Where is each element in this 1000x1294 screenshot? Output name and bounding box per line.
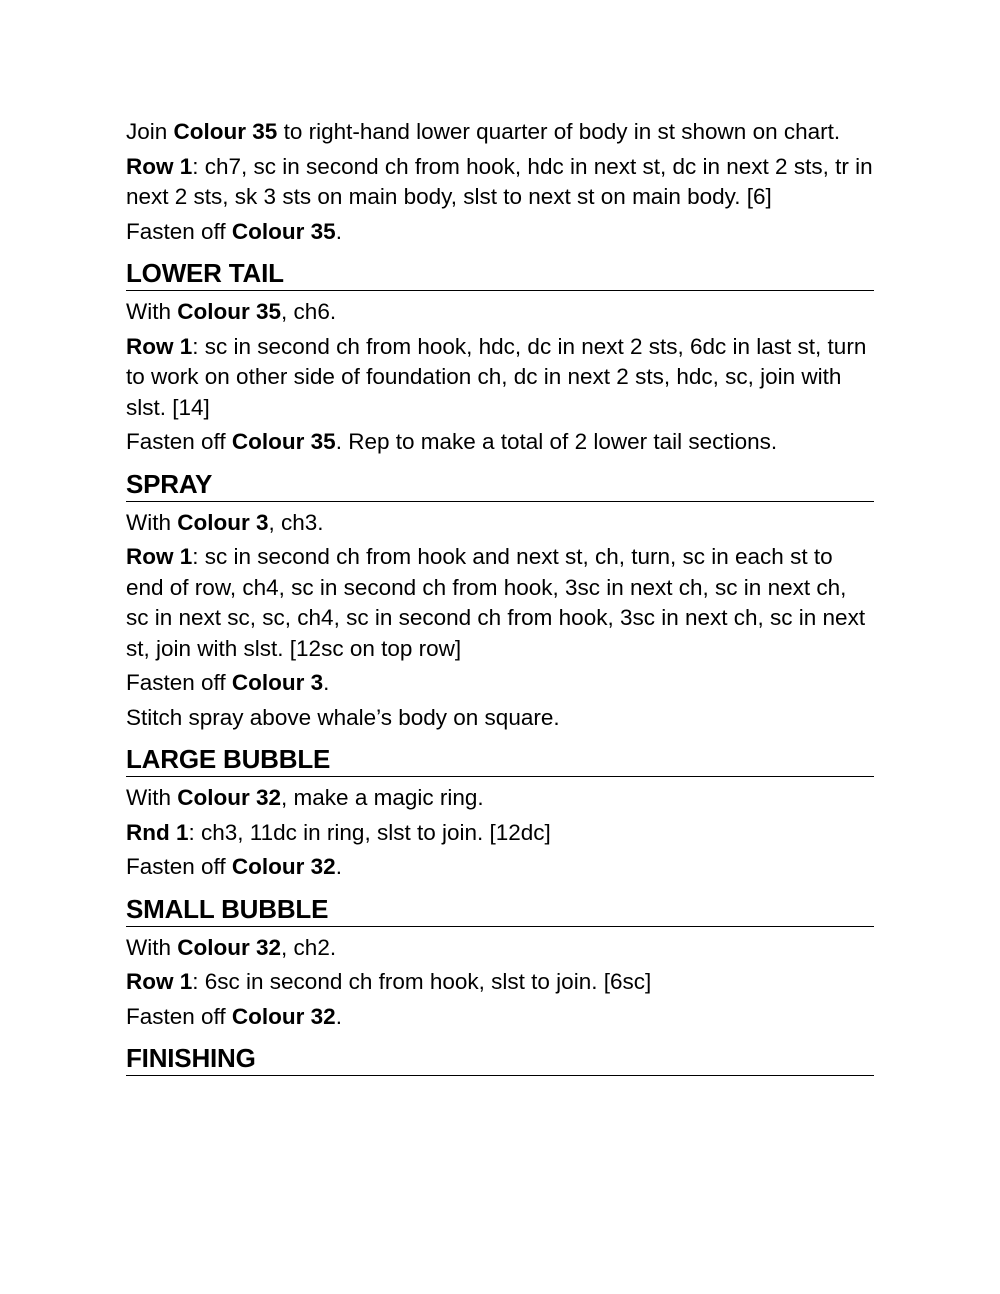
finishing-heading: FINISHING [126,1042,874,1076]
lower-tail-start: With Colour 35, ch6. [126,299,337,324]
spray-stitch-note: Stitch spray above whale’s body on square. [126,704,560,730]
pattern-page [126,117,874,1082]
small-bubble-heading: SMALL BUBBLE [126,893,874,927]
small-bubble-row-1: Row 1: 6sc in second ch from hook, slst to join. [6sc] [126,969,652,994]
large-bubble-start: With Colour 32, make a magic ring. [126,785,484,810]
lower-tail-row-1: Row 1: sc in second ch from hook, hdc, dc in next 2 sts, 6dc in last st, turn to work on other side of foundation ch, dc in next 2 sts, hdc, sc, join with slst. [14] [126,333,867,420]
intro-join-instruction: Join Colour 35 to right-hand lower quarter of body in st shown on chart. [126,119,841,144]
intro-fasten-off: Fasten off Colour 35. [126,218,342,244]
spray-fasten-off: Fasten off Colour 3. [126,670,330,695]
intro-row-1: Row 1: ch7, sc in second ch from hook, hdc in next st, dc in next 2 sts, tr in next 2 sts, sk 3 sts on main body, slst to next st on main body. [6] [126,153,873,209]
spray-heading: SPRAY [126,468,874,502]
spray-row-1: Row 1: sc in second ch from hook and next st, ch, turn, sc in each st to end of row, ch4, sc in second ch from hook, 3sc in next ch, sc in next ch, sc in next sc, sc, ch4, sc in second ch from hook, 3sc in next ch, sc in next st, join with slst. [12sc on top row] [126,544,866,661]
lower-tail-fasten-off: Fasten off Colour 35. Rep to make a total of 2 lower tail sections. [126,429,778,454]
spray-start: With Colour 3, ch3. [126,509,324,535]
small-bubble-start: With Colour 32, ch2. [126,934,337,960]
small-bubble-fasten-off: Fasten off Colour 32. [126,1003,342,1029]
large-bubble-rnd-1: Rnd 1: ch3, 11dc in ring, slst to join. [12dc] [126,819,551,845]
large-bubble-heading: LARGE BUBBLE [126,743,874,777]
lower-tail-heading: LOWER TAIL [126,257,874,291]
large-bubble-fasten-off: Fasten off Colour 32. [126,854,342,879]
